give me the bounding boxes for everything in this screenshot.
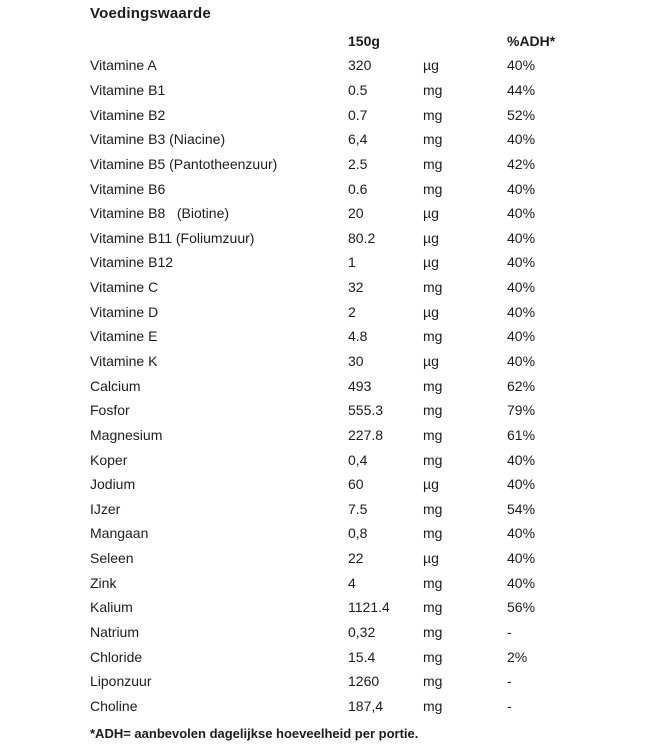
table-row	[90, 497, 610, 522]
adh-cell: -	[507, 624, 512, 641]
unit-cell: mg	[423, 624, 443, 641]
nutrient-name-cell: Vitamine B11 (Foliumzuur)	[90, 229, 255, 246]
nutrient-name-cell: Natrium	[90, 624, 140, 641]
nutrient-name-cell: Vitamine C	[90, 279, 159, 296]
nutrient-name-cell: Choline	[90, 697, 138, 714]
unit-cell: mg	[423, 525, 443, 542]
adh-cell: -	[507, 673, 512, 690]
adh-cell: 44%	[507, 81, 536, 98]
nutrient-name-cell: Seleen	[90, 550, 134, 567]
amount-cell: 1	[348, 254, 356, 271]
amount-cell: 4	[348, 574, 356, 591]
header-amount-cell: 150g	[348, 32, 380, 49]
nutrient-name-cell: Vitamine B5 (Pantotheenzuur)	[90, 155, 278, 172]
adh-cell: 42%	[507, 155, 536, 172]
unit-cell: mg	[423, 180, 443, 197]
table-row	[90, 250, 610, 275]
adh-cell: 54%	[507, 500, 536, 517]
table-row	[90, 201, 610, 226]
amount-cell: 15.4	[348, 648, 376, 665]
table-row	[90, 349, 610, 374]
table-row	[90, 595, 610, 620]
nutrient-name-cell: Calcium	[90, 377, 141, 394]
unit-cell: mg	[423, 451, 443, 468]
amount-cell: 0.7	[348, 106, 368, 123]
amount-cell: 6,4	[348, 131, 368, 148]
table-row	[90, 398, 610, 423]
adh-cell: 40%	[507, 574, 536, 591]
amount-cell: 0.5	[348, 81, 368, 98]
unit-cell: mg	[423, 673, 443, 690]
adh-cell: 40%	[507, 205, 536, 222]
amount-cell: 7.5	[348, 500, 368, 517]
table-row	[90, 225, 610, 250]
table-row	[90, 53, 610, 78]
amount-cell: 2.5	[348, 155, 368, 172]
adh-cell: 56%	[507, 599, 536, 616]
page-title: Voedingswaarde	[90, 5, 211, 22]
nutrient-name-cell: Magnesium	[90, 426, 163, 443]
amount-cell: 187,4	[348, 697, 384, 714]
adh-cell: 2%	[507, 648, 528, 665]
amount-cell: 20	[348, 205, 364, 222]
amount-cell: 320	[348, 57, 372, 74]
nutrient-name-cell: Mangaan	[90, 525, 149, 542]
nutrient-name-cell: Vitamine B2	[90, 106, 166, 123]
amount-cell: 1260	[348, 673, 380, 690]
unit-cell: mg	[423, 131, 443, 148]
table-row	[90, 546, 610, 571]
nutrient-name-cell: Zink	[90, 574, 117, 591]
nutrient-name-cell: Vitamine B8 (Biotine)	[90, 205, 230, 222]
unit-cell: µg	[423, 476, 439, 493]
nutrient-name-cell: Vitamine B12	[90, 254, 174, 271]
adh-cell: 40%	[507, 550, 536, 567]
unit-cell: mg	[423, 648, 443, 665]
adh-cell: 79%	[507, 402, 536, 419]
adh-cell: 61%	[507, 426, 536, 443]
unit-cell: µg	[423, 550, 439, 567]
nutrient-name-cell: Vitamine E	[90, 328, 158, 345]
unit-cell: mg	[423, 106, 443, 123]
table-row	[90, 620, 610, 645]
adh-cell: 40%	[507, 254, 536, 271]
unit-cell: µg	[423, 353, 439, 369]
unit-cell: mg	[423, 574, 443, 591]
nutrient-name-cell: Vitamine B1	[90, 81, 166, 98]
amount-cell: 1121.4	[348, 599, 390, 616]
nutrient-name-cell: Vitamine K	[90, 353, 158, 369]
adh-cell: 40%	[507, 328, 536, 345]
unit-cell: mg	[423, 81, 443, 98]
nutrient-name-cell: IJzer	[90, 500, 121, 517]
nutrient-name-cell: Kalium	[90, 599, 133, 616]
amount-cell: 493	[348, 377, 372, 394]
unit-cell: mg	[423, 500, 443, 517]
nutrient-name-cell: Jodium	[90, 476, 136, 493]
nutrient-name-cell: Liponzuur	[90, 673, 152, 690]
amount-cell: 0,8	[348, 525, 368, 542]
adh-cell: 40%	[507, 229, 536, 246]
adh-cell: 40%	[507, 131, 536, 148]
adh-cell: 40%	[507, 451, 536, 468]
table-row	[90, 275, 610, 300]
unit-cell: mg	[423, 426, 443, 443]
amount-cell: 4.8	[348, 328, 368, 345]
adh-cell: 40%	[507, 180, 536, 197]
nutrient-name-cell: Koper	[90, 451, 128, 468]
adh-cell: -	[507, 697, 512, 714]
nutrition-table	[90, 28, 610, 718]
adh-cell: 62%	[507, 377, 536, 394]
adh-cell: 40%	[507, 57, 536, 74]
adh-cell: 40%	[507, 353, 536, 369]
amount-cell: 2	[348, 303, 356, 320]
unit-cell: mg	[423, 697, 443, 714]
table-row	[90, 373, 610, 398]
table-row	[90, 102, 610, 127]
header-adh-cell: %ADH*	[507, 32, 556, 49]
amount-cell: 0,32	[348, 624, 376, 641]
adh-footnote: *ADH= aanbevolen dagelijkse hoeveelheid per portie.	[90, 726, 419, 741]
adh-cell: 40%	[507, 476, 536, 493]
unit-cell: µg	[423, 205, 439, 222]
amount-cell: 30	[348, 353, 364, 369]
unit-cell: mg	[423, 155, 443, 172]
adh-cell: 40%	[507, 525, 536, 542]
unit-cell: mg	[423, 402, 443, 419]
table-row	[90, 324, 610, 349]
unit-cell: mg	[423, 377, 443, 394]
amount-cell: 22	[348, 550, 364, 567]
amount-cell: 0.6	[348, 180, 368, 197]
table-row	[90, 521, 610, 546]
table-row	[90, 644, 610, 669]
nutrient-name-cell: Vitamine B3 (Niacine)	[90, 131, 226, 148]
nutrient-name-cell: Vitamine A	[90, 57, 157, 74]
amount-cell: 227.8	[348, 426, 384, 443]
unit-cell: mg	[423, 599, 443, 616]
unit-cell: mg	[423, 328, 443, 345]
table-row	[90, 127, 610, 152]
table-row	[90, 152, 610, 177]
table-row	[90, 694, 610, 719]
table-header-row	[90, 28, 610, 53]
nutrient-name-cell: Chloride	[90, 648, 143, 665]
unit-cell: µg	[423, 229, 439, 246]
adh-cell: 40%	[507, 279, 536, 296]
unit-cell: µg	[423, 57, 439, 74]
table-row	[90, 669, 610, 694]
table-row	[90, 423, 610, 448]
table-row	[90, 570, 610, 595]
table-body	[90, 53, 610, 718]
table-row	[90, 299, 610, 324]
amount-cell: 0,4	[348, 451, 368, 468]
nutrient-name-cell: Vitamine D	[90, 303, 159, 320]
table-row	[90, 78, 610, 103]
nutrient-name-cell: Fosfor	[90, 402, 130, 419]
amount-cell: 60	[348, 476, 364, 493]
amount-cell: 80.2	[348, 229, 376, 246]
table-row	[90, 472, 610, 497]
unit-cell: µg	[423, 254, 439, 271]
adh-cell: 52%	[507, 106, 536, 123]
amount-cell: 32	[348, 279, 364, 296]
unit-cell: µg	[423, 303, 439, 320]
adh-cell: 40%	[507, 303, 536, 320]
table-row	[90, 176, 610, 201]
table-row	[90, 447, 610, 472]
unit-cell: mg	[423, 279, 443, 296]
nutrient-name-cell: Vitamine B6	[90, 180, 166, 197]
amount-cell: 555.3	[348, 402, 384, 419]
